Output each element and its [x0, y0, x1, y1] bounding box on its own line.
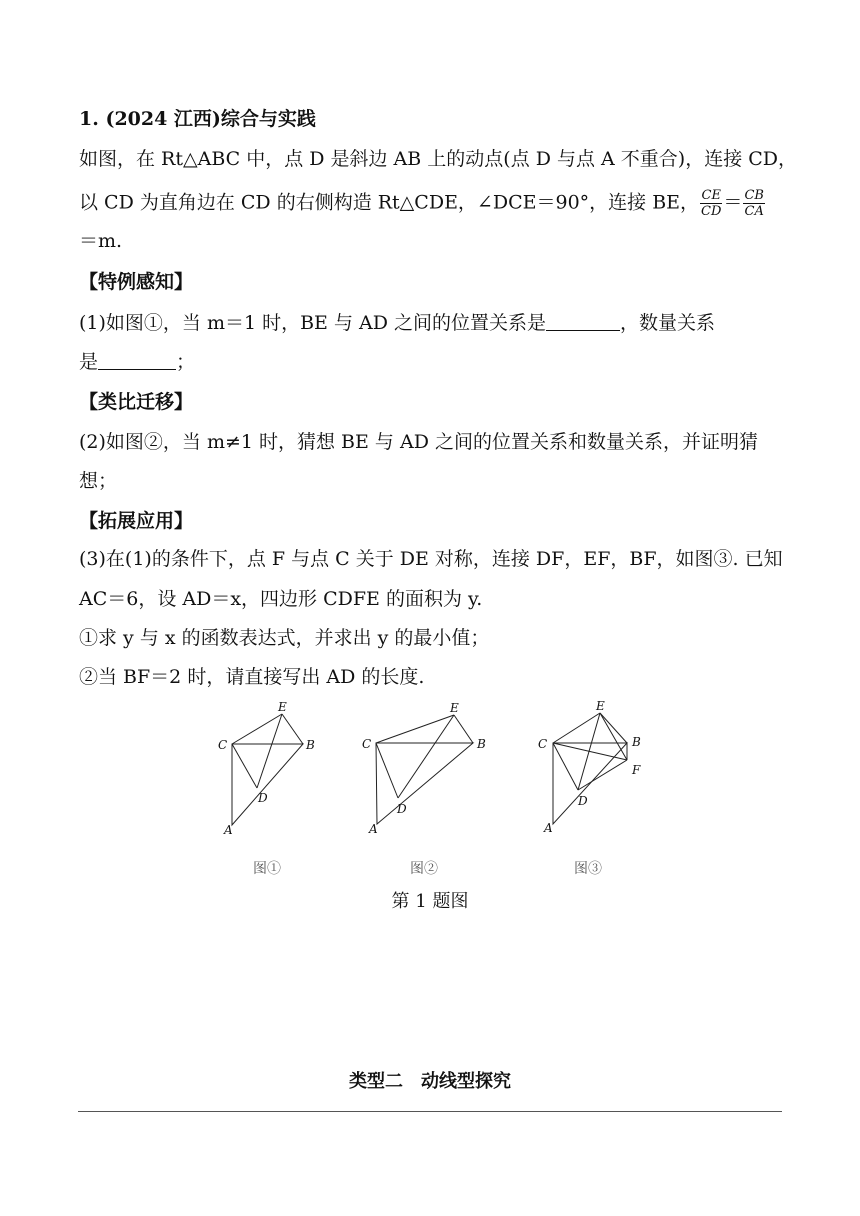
problem-header: 1. (2024 江西)综合与实践	[79, 108, 316, 130]
figure-2-diagram	[358, 700, 498, 840]
section-divider	[78, 1111, 782, 1112]
problem-intro-line2-text: 以 CD 为直角边在 CD 的右侧构造 Rt△CDE，∠DCE＝90°，连接 BE，	[79, 191, 700, 214]
section-heading-extension: 【拓展应用】	[79, 510, 194, 532]
point-label-c: C	[218, 738, 228, 752]
question-3-sub2: ②当 BF＝2 时，请直接写出 AD 的长度.	[79, 666, 425, 688]
figure-2-label: 图②	[410, 861, 438, 877]
point-label-a: A	[544, 821, 553, 835]
problem-intro-line2	[79, 188, 766, 219]
figure-3-diagram	[534, 700, 654, 840]
fraction-numerator: CE	[701, 188, 721, 203]
question-2-line2: 想；	[79, 470, 118, 492]
point-label-a: A	[369, 822, 378, 836]
fraction-ce-cd	[700, 188, 722, 219]
fraction-numerator: CB	[744, 188, 764, 203]
figure-3-label: 图③	[574, 861, 602, 877]
fraction-denominator: CA	[744, 204, 764, 219]
question-3-line1: (3)在(1)的条件下，点 F 与点 C 关于 DE 对称，连接 DF，EF，BF，如图③. 已知	[79, 548, 783, 570]
question-1-text-c: 是	[79, 351, 99, 373]
point-label-c: C	[538, 737, 548, 751]
point-label-e: E	[278, 700, 287, 714]
answer-blank-position[interactable]	[546, 313, 620, 331]
section-title: 类型二 动线型探究	[349, 1071, 511, 1092]
figure-caption: 第 1 题图	[391, 891, 469, 912]
section-heading-analogy: 【类比迁移】	[79, 391, 194, 413]
question-1-text-b: ，数量关系	[620, 312, 716, 334]
point-label-d: D	[258, 791, 268, 805]
question-3-line2: AC＝6，设 AD＝x，四边形 CDFE 的面积为 y.	[79, 588, 483, 610]
point-label-b: B	[477, 737, 486, 751]
question-1-line1	[79, 311, 715, 335]
point-label-c: C	[362, 737, 372, 751]
question-1-line2	[79, 350, 195, 374]
question-1-text: (1)如图①，当 m＝1 时，BE 与 AD 之间的位置关系是	[79, 312, 547, 334]
point-label-b: B	[306, 738, 315, 752]
point-label-d: D	[397, 802, 407, 816]
question-1-text-d: ；	[176, 351, 196, 373]
figure-1-diagram	[212, 700, 322, 840]
point-label-f: F	[632, 763, 641, 777]
question-3-sub1: ①求 y 与 x 的函数表达式，并求出 y 的最小值；	[79, 627, 490, 649]
section-heading-special-case: 【特例感知】	[79, 271, 194, 293]
equals-sign: ＝	[723, 191, 743, 214]
problem-intro-line1: 如图，在 Rt△ABC 中，点 D 是斜边 AB 上的动点(点 D 与点 A 不重合)，连接 CD，	[79, 148, 798, 170]
figure-1-label: 图①	[253, 861, 281, 877]
fraction-denominator: CD	[701, 204, 722, 219]
fraction-cb-ca	[743, 188, 765, 219]
question-2-line1: (2)如图②，当 m≠1 时，猜想 BE 与 AD 之间的位置关系和数量关系，并证明猜	[79, 431, 758, 453]
point-label-b: B	[632, 735, 641, 749]
problem-intro-line3: ＝m.	[79, 230, 123, 252]
answer-blank-quantity[interactable]	[98, 352, 176, 370]
point-label-d: D	[578, 794, 588, 808]
point-label-a: A	[224, 823, 233, 837]
point-label-e: E	[450, 701, 459, 715]
point-label-e: E	[596, 700, 605, 713]
